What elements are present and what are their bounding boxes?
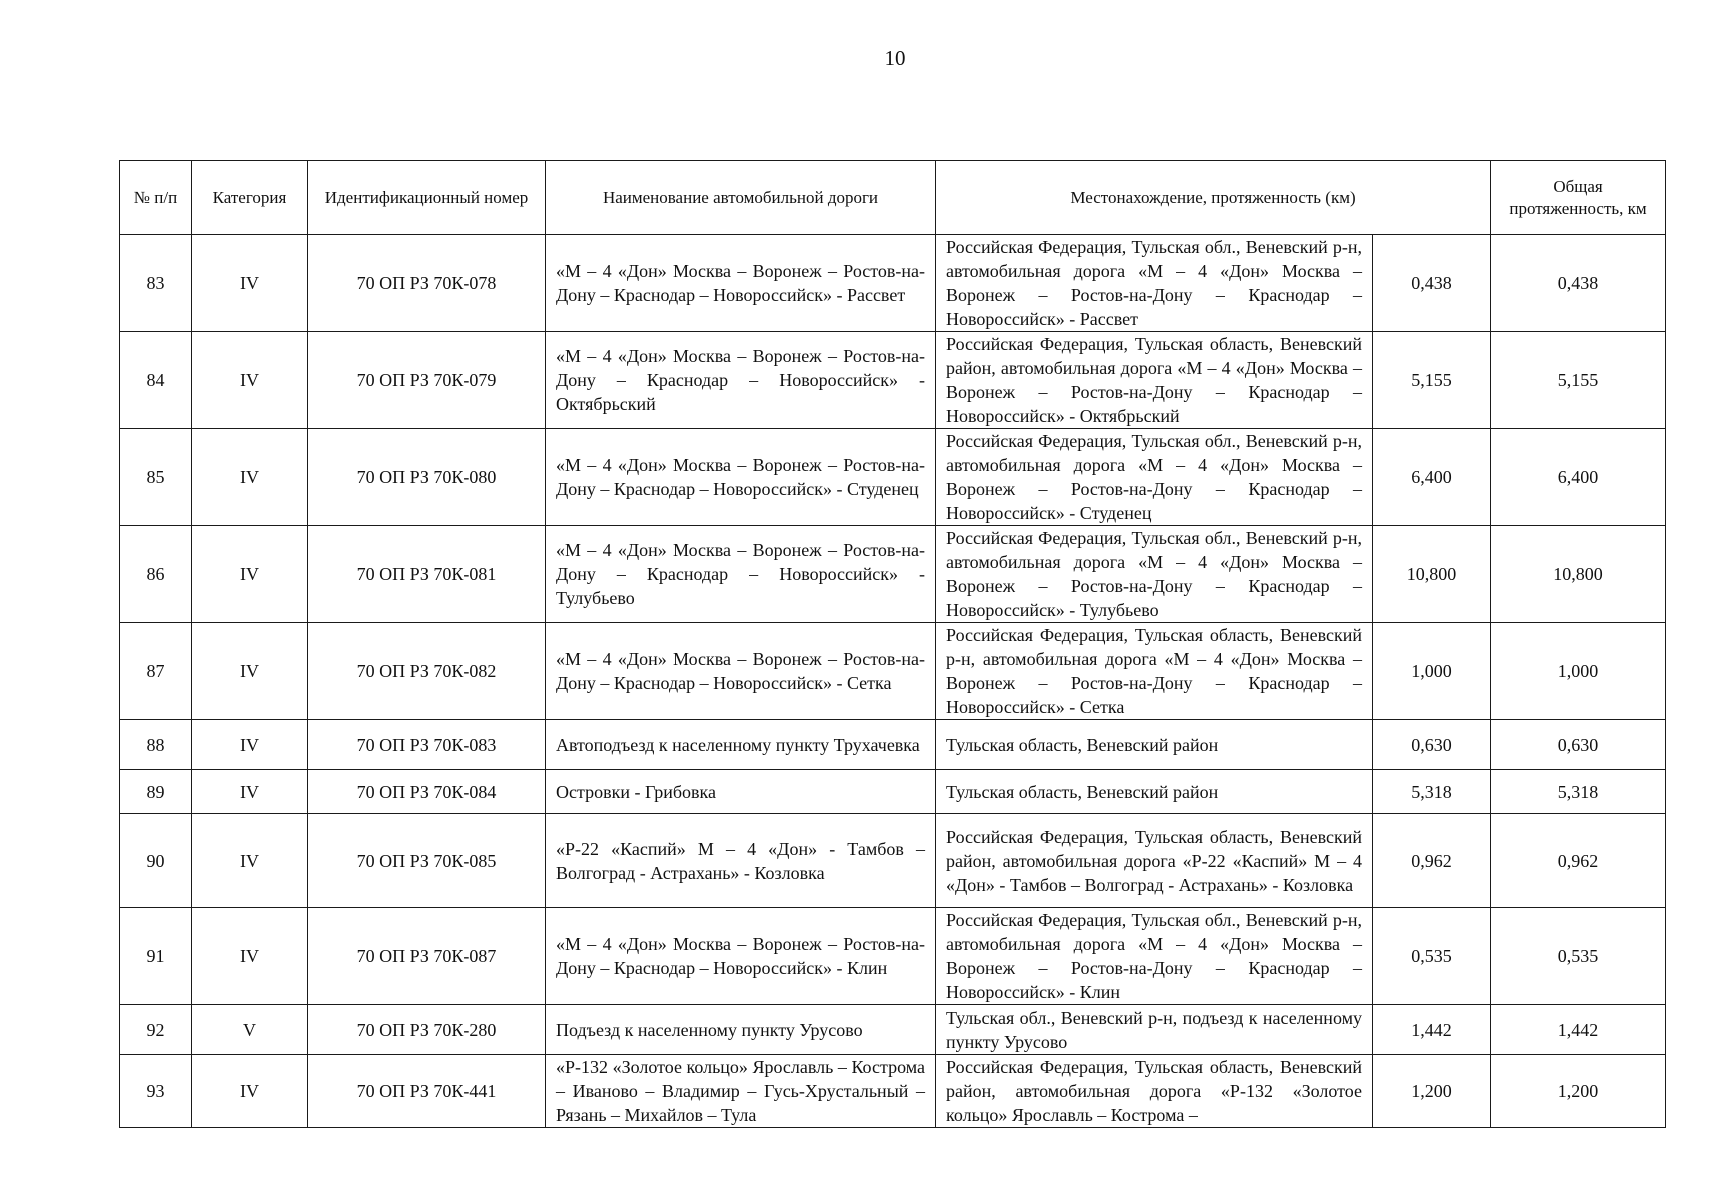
cell-length: 0,438 (1373, 235, 1491, 332)
table-row (120, 526, 1666, 623)
cell-location: Российская Федерация, Тульская обл., Веневский р-н, автомобильная дорога «М – 4 «Дон» Москва – Воронеж – Ростов-на-Дону – Краснодар – Новороссийск» - Клин (936, 908, 1373, 1005)
cell-name: Автоподъезд к населенному пункту Трухачевка (546, 720, 936, 770)
cell-total: 0,438 (1491, 235, 1666, 332)
cell-num: 83 (120, 235, 192, 332)
cell-category: IV (192, 235, 308, 332)
page-number: 10 (884, 46, 906, 70)
cell-category: IV (192, 1055, 308, 1128)
cell-total: 1,442 (1491, 1005, 1666, 1055)
table-row (120, 235, 1666, 332)
cell-length: 1,200 (1373, 1055, 1491, 1128)
cell-name: «М – 4 «Дон» Москва – Воронеж – Ростов-на-Дону – Краснодар – Новороссийск» - Тулубьево (546, 526, 936, 623)
cell-category: V (192, 1005, 308, 1055)
cell-num: 92 (120, 1005, 192, 1055)
cell-location: Российская Федерация, Тульская обл., Веневский р-н, автомобильная дорога «М – 4 «Дон» Москва – Воронеж – Ростов-на-Дону – Краснодар – Новороссийск» - Рассвет (936, 235, 1373, 332)
cell-id: 70 ОП РЗ 70К-441 (308, 1055, 546, 1128)
cell-total: 5,155 (1491, 332, 1666, 429)
header-total: Общая протяженность, км (1491, 161, 1666, 235)
cell-total: 10,800 (1491, 526, 1666, 623)
cell-name: «Р-132 «Золотое кольцо» Ярославль – Кострома – Иваново – Владимир – Гусь-Хрустальный – Рязань – Михайлов – Тула (546, 1055, 936, 1128)
cell-id: 70 ОП РЗ 70К-085 (308, 814, 546, 908)
cell-location: Тульская область, Веневский район (936, 720, 1373, 770)
cell-num: 90 (120, 814, 192, 908)
cell-location: Российская Федерация, Тульская область, Веневский район, автомобильная дорога «Р-132 «Золотое кольцо» Ярославль – Кострома – (936, 1055, 1373, 1128)
cell-name: «М – 4 «Дон» Москва – Воронеж – Ростов-на-Дону – Краснодар – Новороссийск» - Сетка (546, 623, 936, 720)
cell-num: 91 (120, 908, 192, 1005)
cell-name: «М – 4 «Дон» Москва – Воронеж – Ростов-на-Дону – Краснодар – Новороссийск» - Рассвет (546, 235, 936, 332)
cell-category: IV (192, 526, 308, 623)
cell-length: 0,535 (1373, 908, 1491, 1005)
cell-id: 70 ОП РЗ 70К-087 (308, 908, 546, 1005)
cell-length: 0,962 (1373, 814, 1491, 908)
cell-total: 6,400 (1491, 429, 1666, 526)
cell-id: 70 ОП РЗ 70К-079 (308, 332, 546, 429)
cell-category: IV (192, 814, 308, 908)
cell-location: Российская Федерация, Тульская область, Веневский р-н, автомобильная дорога «М – 4 «Дон» Москва – Воронеж – Ростов-на-Дону – Краснодар – Новороссийск» - Сетка (936, 623, 1373, 720)
cell-category: IV (192, 623, 308, 720)
cell-category: IV (192, 332, 308, 429)
cell-name: Подъезд к населенному пункту Урусово (546, 1005, 936, 1055)
table-row (120, 1005, 1666, 1055)
cell-total: 0,535 (1491, 908, 1666, 1005)
cell-length: 10,800 (1373, 526, 1491, 623)
header-name: Наименование автомобильной дороги (546, 161, 936, 235)
cell-id: 70 ОП РЗ 70К-080 (308, 429, 546, 526)
cell-total: 0,962 (1491, 814, 1666, 908)
header-category: Категория (192, 161, 308, 235)
table-row (120, 908, 1666, 1005)
cell-num: 84 (120, 332, 192, 429)
cell-location: Российская Федерация, Тульская обл., Веневский р-н, автомобильная дорога «М – 4 «Дон» Москва – Воронеж – Ростов-на-Дону – Краснодар – Новороссийск» - Студенец (936, 429, 1373, 526)
cell-length: 1,442 (1373, 1005, 1491, 1055)
cell-location: Российская Федерация, Тульская обл., Веневский р-н, автомобильная дорога «М – 4 «Дон» Москва – Воронеж – Ростов-на-Дону – Краснодар – Новороссийск» - Тулубьево (936, 526, 1373, 623)
cell-name: «Р-22 «Каспий» М – 4 «Дон» - Тамбов – Волгоград - Астрахань» - Козловка (546, 814, 936, 908)
cell-name: «М – 4 «Дон» Москва – Воронеж – Ростов-на-Дону – Краснодар – Новороссийск» - Студенец (546, 429, 936, 526)
table-row (120, 1055, 1666, 1128)
cell-num: 86 (120, 526, 192, 623)
table-row (120, 332, 1666, 429)
cell-total: 0,630 (1491, 720, 1666, 770)
cell-id: 70 ОП РЗ 70К-078 (308, 235, 546, 332)
cell-total: 1,000 (1491, 623, 1666, 720)
cell-num: 87 (120, 623, 192, 720)
table-row (120, 429, 1666, 526)
cell-category: IV (192, 720, 308, 770)
roads-table (119, 160, 1666, 1128)
cell-location: Тульская обл., Веневский р-н, подъезд к населенному пункту Урусово (936, 1005, 1373, 1055)
header-id: Идентификационный номер (308, 161, 546, 235)
cell-id: 70 ОП РЗ 70К-081 (308, 526, 546, 623)
cell-id: 70 ОП РЗ 70К-084 (308, 770, 546, 814)
cell-name: Островки - Грибовка (546, 770, 936, 814)
table-row (120, 814, 1666, 908)
cell-num: 93 (120, 1055, 192, 1128)
cell-location: Тульская область, Веневский район (936, 770, 1373, 814)
cell-num: 89 (120, 770, 192, 814)
cell-length: 6,400 (1373, 429, 1491, 526)
cell-name: «М – 4 «Дон» Москва – Воронеж – Ростов-на-Дону – Краснодар – Новороссийск» - Октябрьский (546, 332, 936, 429)
table-row (120, 720, 1666, 770)
header-num: № п/п (120, 161, 192, 235)
cell-category: IV (192, 908, 308, 1005)
cell-length: 1,000 (1373, 623, 1491, 720)
cell-location: Российская Федерация, Тульская область, Веневский район, автомобильная дорога «М – 4 «Дон» Москва – Воронеж – Ростов-на-Дону – Краснодар – Новороссийск» - Октябрьский (936, 332, 1373, 429)
header-location: Местонахождение, протяженность (км) (936, 161, 1491, 235)
cell-length: 5,318 (1373, 770, 1491, 814)
cell-length: 0,630 (1373, 720, 1491, 770)
cell-length: 5,155 (1373, 332, 1491, 429)
cell-category: IV (192, 770, 308, 814)
table-row (120, 770, 1666, 814)
cell-id: 70 ОП РЗ 70К-280 (308, 1005, 546, 1055)
cell-num: 88 (120, 720, 192, 770)
cell-name: «М – 4 «Дон» Москва – Воронеж – Ростов-на-Дону – Краснодар – Новороссийск» - Клин (546, 908, 936, 1005)
table-header-row (120, 161, 1666, 235)
cell-id: 70 ОП РЗ 70К-082 (308, 623, 546, 720)
cell-location: Российская Федерация, Тульская область, Веневский район, автомобильная дорога «Р-22 «Каспий» М – 4 «Дон» - Тамбов – Волгоград - Астрахань» - Козловка (936, 814, 1373, 908)
cell-id: 70 ОП РЗ 70К-083 (308, 720, 546, 770)
cell-num: 85 (120, 429, 192, 526)
cell-category: IV (192, 429, 308, 526)
cell-total: 1,200 (1491, 1055, 1666, 1128)
table-row (120, 623, 1666, 720)
cell-total: 5,318 (1491, 770, 1666, 814)
